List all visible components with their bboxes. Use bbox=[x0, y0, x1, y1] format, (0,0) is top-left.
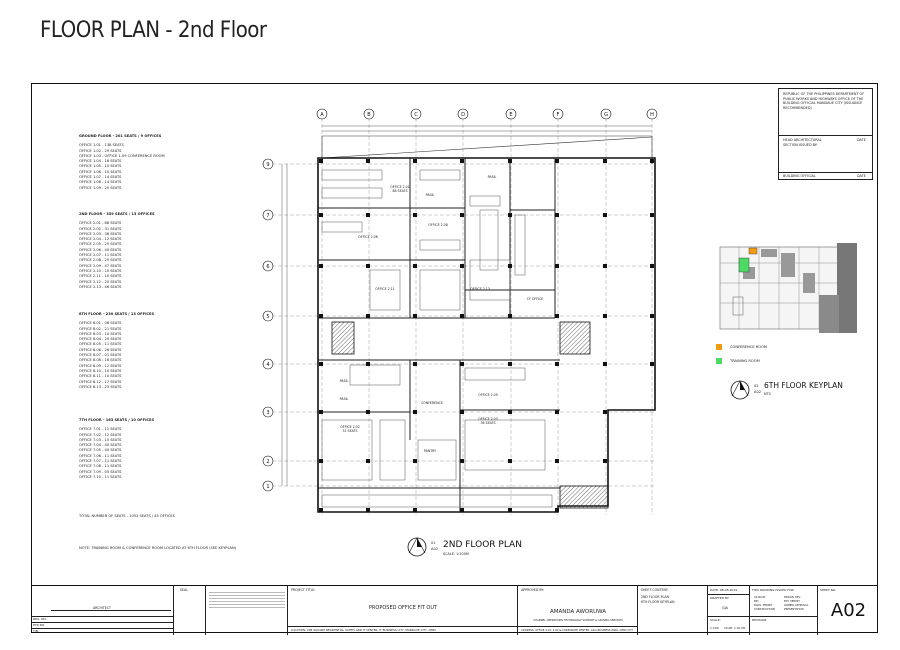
project-location: LOCATION: 208 SQUARE RESIDENTIAL SUITES AND IT CENTER, IT BUSINESS CITY, MANDAUE CITY, CEBU bbox=[291, 628, 437, 632]
seat-item: OFFICE 7.07 - 11 SEATS bbox=[79, 459, 122, 464]
grid-row-4: 4 bbox=[266, 362, 270, 368]
seat-item: OFFICE 2.08 - 25 SEATS bbox=[79, 258, 122, 263]
seat-item: OFFICE 8.13 - 25 SEATS bbox=[79, 384, 122, 389]
room-label-office-209: OFFICE 2.09 bbox=[478, 393, 498, 397]
room-label-office-201: OFFICE 2.01 88 SEATS bbox=[390, 185, 410, 193]
stamp-head-label: HEAD ARCHITECTURAL SECTION ISSUED BY: bbox=[783, 138, 822, 147]
grid-row-6: 6 bbox=[266, 264, 270, 270]
seat-item: OFFICE 2.10 - 10 SEATS bbox=[79, 268, 122, 273]
drafted-label: DRAFTED BY: bbox=[710, 596, 730, 600]
seat-item: OFFICE 1.06 - 10 SEATS bbox=[79, 169, 122, 174]
grid-row-2: 2 bbox=[266, 459, 270, 465]
stamp-authority: REPUBLIC OF THE PHILIPPINES DEPARTMENT OF PUBLIC WORKS AND HIGHWAYS OFFICE OF THE BUILDING OFFICIAL MANDAUE CITY (ISSUANCE RECOMMENDED) bbox=[783, 92, 865, 110]
seat-item: OFFICE 8.03 - 10 SEATS bbox=[79, 331, 122, 336]
issued-option: DESIGN DEV. bbox=[784, 596, 801, 599]
issued-option: AS BUILT bbox=[754, 596, 766, 599]
seat-item: OFFICE 7.06 - 11 SEATS bbox=[79, 453, 122, 458]
building-outline bbox=[318, 158, 655, 512]
seat-item: OFFICE 1.04 - 16 SEATS bbox=[79, 159, 122, 164]
seat-item: OFFICE 7.04 - 40 SEATS bbox=[79, 443, 122, 448]
grid-col-g: G bbox=[604, 112, 608, 118]
hatched-corner bbox=[560, 486, 608, 508]
grid-col-c: C bbox=[414, 112, 418, 118]
grid-row-3: 3 bbox=[266, 410, 270, 416]
sheet-content-cell bbox=[637, 586, 707, 635]
page-title: FLOOR PLAN - 2nd Floor bbox=[40, 18, 267, 43]
seat-item: OFFICE 2.11 - 10 SEATS bbox=[79, 274, 122, 279]
seat-item: OFFICE 1.05 - 10 SEATS bbox=[79, 164, 122, 169]
seat-item: OFFICE 7.03 - 10 SEATS bbox=[79, 437, 122, 442]
ptr-no-label: PTR NO. bbox=[33, 623, 46, 627]
grid-row-5: 5 bbox=[266, 314, 270, 320]
seat-item: OFFICE 8.01 - 08 SEATS bbox=[79, 321, 122, 326]
seat-item: OFFICE 8.10 - 10 SEATS bbox=[79, 368, 122, 373]
desk-clusters bbox=[322, 170, 552, 507]
notes-cell bbox=[205, 586, 287, 635]
seat-item: OFFICE 1.07 - 14 SEATS bbox=[79, 175, 122, 180]
room-label-pasil-3: PASIL bbox=[339, 379, 349, 383]
sheet-content-label: SHEET CONTENT: bbox=[641, 588, 669, 592]
room-label-office-206: OFFICE 2.06 bbox=[358, 235, 378, 239]
seat-item: OFFICE 8.09 - 12 SEATS bbox=[79, 363, 122, 368]
stair-left bbox=[332, 322, 354, 354]
seat-item: OFFICE 2.12 - 20 SEATS bbox=[79, 279, 122, 284]
seat-item: OFFICE 8.06 - 26 SEATS bbox=[79, 347, 122, 352]
keyplan-sheet: A02 bbox=[754, 390, 762, 394]
seat-item: OFFICE 7.09 - 05 SEATS bbox=[79, 469, 122, 474]
room-label-office-213: OFFICE 2.13 bbox=[470, 287, 490, 291]
issued-for-cell bbox=[749, 586, 817, 635]
seat-item: OFFICE 2.09 - 47 SEATS bbox=[79, 263, 122, 268]
approved-cell bbox=[517, 586, 637, 635]
conference-legend-label: CONFERENCE ROOM bbox=[730, 344, 767, 349]
sheet-size: 20.0ft. x 20.0ft. bbox=[724, 626, 746, 630]
seat-item: OFFICE 8.07 - 01 SEATS bbox=[79, 353, 122, 358]
plan-number: 01 bbox=[431, 541, 436, 545]
plan-name: 2ND FLOOR PLAN bbox=[443, 540, 522, 550]
scale-value: 1:200 bbox=[710, 626, 719, 630]
project-cell bbox=[287, 586, 517, 635]
notes-fineprint bbox=[209, 590, 285, 610]
plan-title-tag bbox=[405, 535, 522, 561]
approver-address: ADDRESS: OFFICE 4.01, 4.02 & CORPORATE CENTER, ASIA BUSINESS PARK, CEBU CITY bbox=[521, 629, 634, 632]
architect-label: ARCHITECT bbox=[93, 606, 111, 610]
section-marker-icon bbox=[728, 378, 752, 402]
ground-floor-seats bbox=[79, 134, 165, 191]
seat-item: OFFICE 1.01 - 138 SEATS bbox=[79, 143, 124, 148]
seat-item: OFFICE 2.05 - 25 SEATS bbox=[79, 242, 122, 247]
title-block bbox=[31, 585, 878, 635]
seat-item: OFFICE 1.09 - 20 SEATS bbox=[79, 185, 122, 190]
seat-item: OFFICE 7.05 - 40 SEATS bbox=[79, 448, 122, 453]
section-marker-icon bbox=[405, 535, 429, 559]
keyplan-conference-room bbox=[749, 248, 757, 254]
grid-col-f: F bbox=[556, 112, 560, 118]
sheet-no-cell bbox=[817, 586, 878, 635]
ground-floor-heading: GROUND FLOOR - 201 SEATS / 9 OFFICES bbox=[79, 134, 162, 138]
keyplan-scale: NTS bbox=[764, 392, 771, 396]
issued-option: BLDG. PERMIT bbox=[754, 604, 773, 607]
grid-col-d: D bbox=[461, 112, 465, 118]
issued-option: BID bbox=[754, 600, 759, 603]
sheet-no: A02 bbox=[830, 600, 867, 621]
stamp-date-label-2: DATE bbox=[857, 174, 866, 178]
seat-item: OFFICE 7.08 - 11 SEATS bbox=[79, 464, 122, 469]
revision-label: REVISION bbox=[752, 618, 767, 622]
approval-stamp bbox=[778, 88, 873, 180]
grid-row-9: 9 bbox=[266, 162, 270, 168]
seat-item: OFFICE 2.02 - 31 SEATS bbox=[79, 226, 122, 231]
issued-option: EST. PERMIT bbox=[784, 600, 800, 603]
second-floor-heading: 2ND FLOOR - 359 SEATS / 13 OFFICES bbox=[79, 212, 155, 216]
seat-item: OFFICE 1.02 - 29 SEATS bbox=[79, 148, 122, 153]
grid-col-e: E bbox=[509, 112, 513, 118]
approved-label: APPROVED BY: bbox=[521, 588, 544, 592]
stair-right bbox=[560, 322, 590, 354]
keyplan-name: 6TH FLOOR KEYPLAN bbox=[764, 381, 843, 390]
seat-item: OFFICE 8.05 - 11 SEATS bbox=[79, 342, 122, 347]
second-floor-seats bbox=[79, 212, 155, 290]
seat-item: OFFICE 2.01 - 88 SEATS bbox=[79, 221, 122, 226]
issued-for-label: THIS DRAWING ISSUED FOR: bbox=[752, 588, 795, 592]
room-label-conference: CONFERENCE bbox=[421, 401, 443, 405]
scale-label: SCALE: bbox=[710, 618, 721, 622]
seat-item: OFFICE 7.10 - 11 SEATS bbox=[79, 474, 122, 479]
room-label-pantry: PANTRY bbox=[423, 449, 437, 453]
seal-cell bbox=[173, 586, 205, 635]
room-label-office-211: OFFICE 2.11 bbox=[375, 287, 395, 291]
columns bbox=[319, 159, 654, 512]
issued-option: PRESENTATION bbox=[784, 608, 804, 611]
seat-item: OFFICE 2.03 - 36 SEATS bbox=[79, 231, 122, 236]
grid-row-7: 7 bbox=[266, 213, 270, 219]
seat-item: OFFICE 2.07 - 11 SEATS bbox=[79, 253, 122, 258]
grid-col-b: B bbox=[367, 112, 371, 118]
seat-item: OFFICE 8.12 - 17 SEATS bbox=[79, 379, 122, 384]
seat-item: OFFICE 8.04 - 20 SEATS bbox=[79, 337, 122, 342]
room-label-office-202: OFFICE 2.02 31 SEATS bbox=[340, 425, 360, 433]
issued-option: OWNER APPROVAL bbox=[784, 604, 809, 607]
sheet-content: 2ND FLOOR PLAN 6TH FLOOR KEYPLAN bbox=[641, 595, 675, 605]
grid-col-a: A bbox=[320, 112, 324, 118]
room-label-cf-office: CF OFFICE bbox=[526, 297, 544, 301]
tin-label: TIN bbox=[33, 629, 38, 633]
seventh-floor-heading: 7TH FLOOR - 163 SEATS / 10 OFFICES bbox=[79, 418, 155, 422]
date-label: DATE: 08-08-2019 bbox=[710, 588, 738, 592]
stamp-date-label: DATE bbox=[857, 138, 866, 142]
seat-item: OFFICE 8.08 - 16 SEATS bbox=[79, 358, 122, 363]
grid-col-h: H bbox=[650, 112, 654, 118]
project-title-label: PROJECT TITLE: bbox=[291, 588, 316, 592]
seat-item: OFFICE 2.06 - 40 SEATS bbox=[79, 247, 122, 252]
seat-item: OFFICE 1.08 - 14 SEATS bbox=[79, 180, 122, 185]
room-label-pasil-1: PASIL bbox=[425, 193, 435, 197]
seat-item: OFFICE 7.02 - 12 SEATS bbox=[79, 432, 122, 437]
date-cell bbox=[707, 586, 749, 635]
eighth-floor-heading: 8TH FLOOR - 230 SEATS / 13 OFFICES bbox=[79, 312, 155, 316]
seat-item: OFFICE 8.11 - 10 SEATS bbox=[79, 374, 122, 379]
seat-item: OFFICE 8.02 - 21 SEATS bbox=[79, 326, 122, 331]
conference-swatch bbox=[716, 344, 722, 350]
plan-scale: SCALE: 1:200M bbox=[443, 552, 469, 556]
plan-sheet: A02 bbox=[431, 547, 439, 551]
seat-item: OFFICE 1.03 - OFFICE 1.09 CONFERENCE ROOM bbox=[79, 153, 165, 158]
keyplan-training-room bbox=[739, 258, 749, 272]
approver-title: CHANNEL OPERATIONS TECHNOLOGY SUPPORT & LEASING SERVICES bbox=[533, 619, 623, 622]
architect-cell bbox=[31, 586, 173, 635]
eighth-floor-seats bbox=[79, 312, 154, 390]
keyplan-thumbnail bbox=[719, 243, 857, 333]
floor-plan bbox=[255, 105, 675, 525]
sheet-no-label: SHEET NO. bbox=[820, 588, 837, 592]
stamp-official-label: BUILDING OFFICIAL bbox=[783, 174, 816, 178]
seat-item: OFFICE 7.01 - 12 SEATS bbox=[79, 427, 122, 432]
drafted-by: GJA bbox=[722, 606, 728, 610]
seat-item: OFFICE 2.04 - 12 SEATS bbox=[79, 237, 122, 242]
seat-item: OFFICE 2.13 - 46 SEATS bbox=[79, 284, 122, 289]
row-bubbles bbox=[263, 159, 273, 491]
location-note: NOTE: TRAINING ROOM & CONFERENCE ROOM LOCATED AT 6TH FLOOR (SEE KEYPLAN) bbox=[79, 546, 237, 550]
room-label-office-203: OFFICE 2.03 36 SEATS bbox=[478, 417, 498, 425]
training-legend-label: TRAINING ROOM bbox=[730, 358, 760, 363]
room-label-office-208: OFFICE 2.08 bbox=[428, 223, 448, 227]
room-label-pasil-2: PASIL bbox=[487, 175, 497, 179]
approver-name: AMANDA AWORUWA bbox=[549, 609, 606, 615]
grid-row-1: 1 bbox=[266, 484, 270, 490]
keyplan-number: 02 bbox=[754, 384, 759, 388]
room-label-pasil-4: PASIL bbox=[339, 397, 349, 401]
reg-no-label: REG. NO. bbox=[33, 617, 47, 621]
keyplan-title-tag bbox=[728, 378, 843, 404]
training-swatch bbox=[716, 358, 722, 364]
seventh-floor-seats bbox=[79, 418, 154, 480]
issued-option: CONSTRUCTION bbox=[754, 608, 775, 611]
project-title: PROPOSED OFFICE FIT OUT bbox=[368, 605, 438, 611]
total-seats: TOTAL NUMBER OF SEATS - 1053 SEATS / 45 OFFICES bbox=[79, 514, 175, 518]
seal-label: SEAL bbox=[180, 588, 188, 592]
